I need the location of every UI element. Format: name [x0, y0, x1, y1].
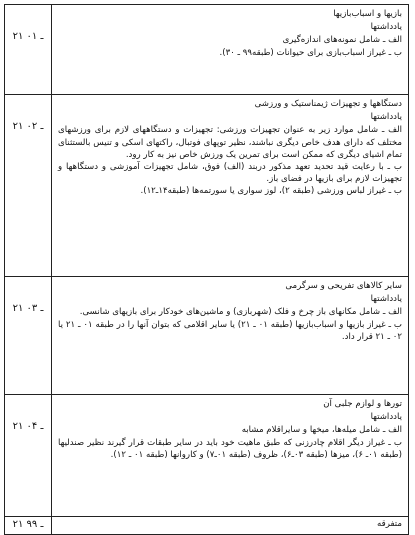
- row-code: ۲۱ ـ ۰۱: [5, 5, 52, 95]
- note-line: ب ـ غیراز اسباب‌بازی برای حیوانات (طبقه۹۹ ـ ۳۰).: [219, 47, 402, 58]
- note-line: الف ـ شامل نمونه‌های اندازه‌گیری: [282, 35, 402, 46]
- row-title: سایر کالاهای تفریحی و سرگرمی: [285, 281, 402, 291]
- table-row: [5, 395, 409, 517]
- notes-label: یادداشتها: [370, 412, 402, 423]
- note-line: الف ـ شامل میله‌ها، میخها و سایراقلام مشابه: [241, 425, 402, 436]
- row-code: ۲۱ ـ ۰۳: [5, 277, 52, 395]
- note-line: ب ـ با رعایت قید تحدید تعهد مذکور دربند (الف) فوق، شامل تجهیزات آموزشی و دستگاهها و تجهیزات لازم برای بازیها در فضای باز.: [58, 162, 402, 185]
- row-title: دستگاهها و تجهیزات ژیمناستیک و ورزشی: [254, 99, 402, 109]
- note-line: الف ـ شامل مکانهای باز چرخ و فلک (شهربازی) و ماشین‌های خودکار برای بازیهای شانسی.: [79, 307, 402, 318]
- notes-label: یادداشتها: [370, 22, 402, 33]
- note-line: ب ـ غیراز لباس ورزشی (طبقه ۲)، لوز سواری یا سورتمه‌ها (طبقه۱۴ـ۱۲).: [140, 186, 402, 197]
- note-line: ب ـ غیراز بازیها و اسباب‌بازیها (طبقه ۰۱ ـ ۲۱) یا سایر اقلامی که بتوان آنها را در طبقه ۰۱ ـ ۲۱ یا ۰۲ ـ ۲۱ قرار داد.: [58, 319, 402, 342]
- note-line: الف ـ شامل موارد زیر به عنوان تجهیزات ورزشی: تجهیزات و دستگاههای لازم برای ورزشهای مختلف که دارای هدف خاص دیگری نباشند، نظیر توپهای فوتبال، راکتهای اسکی و تنیس بالستثنای تمام اشیای دیگری که ممکن است برای تمرین یک ورزش خاص نیز به کار رود.: [58, 125, 402, 160]
- table-row: [5, 277, 409, 395]
- notes-label: یادداشتها: [370, 112, 402, 123]
- row-title: تورها و لوازم جلبی آن: [323, 399, 402, 409]
- row-description: [52, 395, 409, 517]
- row-title: متفرقه: [376, 519, 402, 529]
- table-row: [5, 5, 409, 95]
- note-line: ب ـ غیراز دیگر اقلام چادرزنی که طبق ماهیت خود باید در سایر طبقات قرار گیرند نظیر صندلیها (طبقه ۰۱ـ ۶)، میزها (طبقه ۰۳ـ۶)، ظروف (طبقه ۰۱ـ۷) و کاروانها (طبقه ۰۱ ـ ۱۲).: [58, 437, 402, 460]
- row-description: [52, 277, 409, 395]
- row-description: [52, 5, 409, 95]
- row-description: [52, 95, 409, 277]
- table-row: [5, 517, 409, 535]
- table-row: [5, 95, 409, 277]
- notes-label: یادداشتها: [370, 294, 402, 305]
- row-code: ۲۱ ـ ۰۴: [5, 395, 52, 517]
- row-title: بازیها و اسباب‌بازیها: [333, 9, 402, 19]
- classification-table: [4, 4, 409, 535]
- row-description: [52, 517, 409, 535]
- row-code: ۲۱ ـ ۹۹: [5, 517, 52, 535]
- row-code: ۲۱ ـ ۰۲: [5, 95, 52, 277]
